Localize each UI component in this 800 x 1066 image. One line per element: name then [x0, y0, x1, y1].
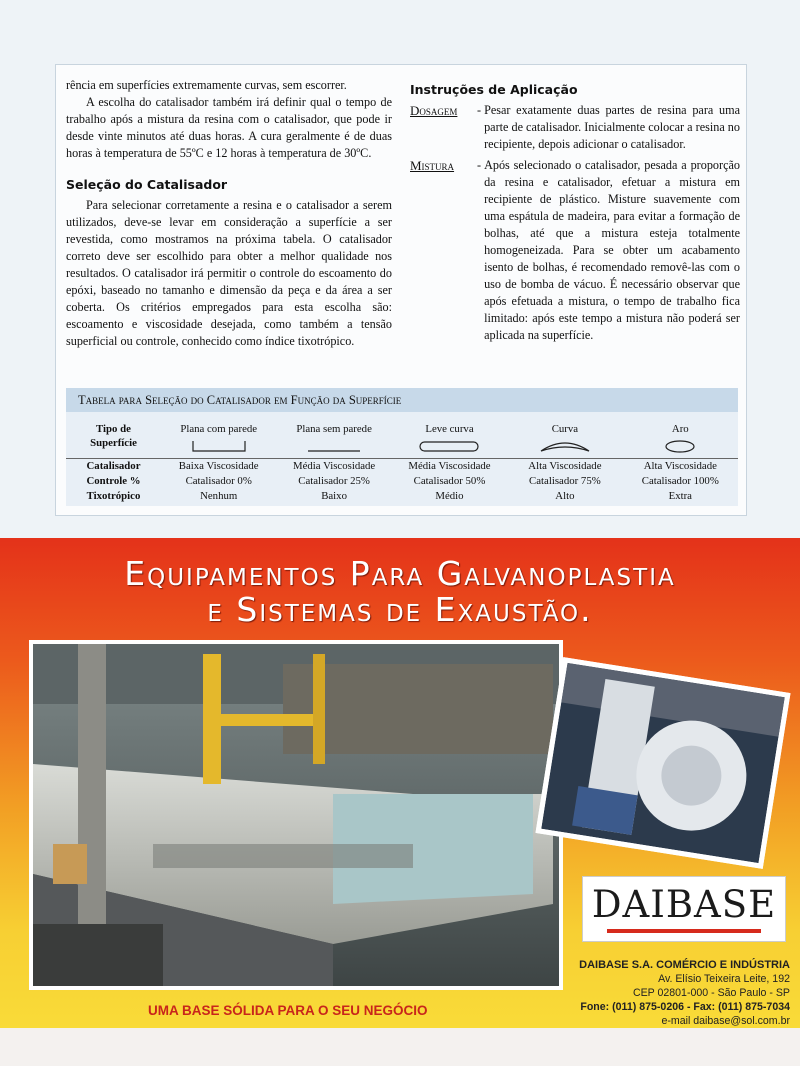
catalyst-table [66, 388, 738, 506]
table-cell: Alto [555, 490, 575, 502]
table-cell: Médio [435, 490, 464, 502]
wall-shape-icon [189, 439, 249, 453]
galvanoplasty-photo [29, 640, 563, 990]
table-cell: Catalisador 100% [641, 475, 719, 487]
table-row-tixotropico [66, 489, 738, 504]
daibase-logo [582, 876, 786, 942]
table-cell: Nenhum [200, 490, 238, 502]
exhaust-fan-photo [535, 657, 790, 869]
fan-photo-image [541, 663, 785, 863]
article-panel [55, 64, 747, 516]
col-name: Plana com parede [180, 423, 258, 435]
table-cell: Média Viscosidade [292, 460, 376, 472]
table-cell: Catalisador 25% [298, 475, 370, 487]
contact-block [560, 958, 790, 1028]
table-title: Tabela para Seleção do Catalisador em Função da Superfície [66, 388, 738, 412]
curve-shape-icon [537, 439, 593, 453]
instructions-heading: Instruções de Aplicação [410, 82, 578, 97]
company-address: Av. Elísio Teixeira Leite, 192 [658, 973, 790, 985]
company-phone: Fone: (011) 875-0206 - Fax: (011) 875-7034 [580, 1001, 790, 1013]
paragraph-1: rência em superfícies extremamente curvas, sem escorrer. [66, 78, 347, 92]
instruction-mistura [410, 157, 740, 344]
col-name: Leve curva [425, 423, 474, 435]
table-col-header [161, 422, 276, 458]
ad-tagline: UMA BASE SÓLIDA PARA O SEU NEGÓCIO [148, 1003, 428, 1018]
photo-credit [772, 738, 782, 878]
logo-underline [607, 929, 761, 933]
left-column [66, 77, 392, 350]
page-footer-margin [0, 1028, 800, 1066]
instruction-term: Mistura [410, 158, 455, 173]
table-cell: Alta Viscosidade [643, 460, 717, 472]
row-label: Catalisador [86, 460, 141, 472]
table-header-row [66, 422, 738, 459]
logo-text: DAIBASE [591, 883, 777, 926]
instruction-sep: - [477, 103, 482, 117]
selection-paragraph: Para selecionar corretamente a resina e o catalisador a serem utilizados, deve-se levar em consideração a superfície a ser revestida, como mostramos na próxima tabela. O catalisador correto deve ser escolhido para obter a melhor qualidade nos resultados. O catalisador irá permitir o controle do escoamento do epóxi, baseado no tamanho e dimensão da peça e da área a ser coberta. Os critérios empregados para esta escolha são: escoamento e viscosidade desejada, como também a tensão superficial ou controle, conhecido como índice tixotrópico. [66, 198, 392, 348]
table-cell: Baixa Viscosidade [178, 460, 259, 472]
col-name: Aro [671, 423, 689, 435]
slight-curve-shape-icon [417, 439, 481, 453]
table-cell: Alta Viscosidade [528, 460, 602, 472]
right-column [410, 77, 740, 344]
table-cell: Catalisador 75% [529, 475, 601, 487]
selection-heading: Seleção do Catalisador [66, 177, 228, 192]
table-col-header [392, 422, 507, 458]
col-name: Curva [551, 423, 579, 435]
table-cell: Média Viscosidade [408, 460, 491, 472]
table-cell: Catalisador 50% [413, 475, 486, 487]
instruction-text: Pesar exatamente duas partes de resina para uma parte de catalisador. Inicialmente colocar a resina no recipiente, depois adicionar o catalisador. [484, 103, 740, 151]
table-col-header [507, 422, 622, 458]
table-cell: Catalisador 0% [185, 475, 252, 487]
table-col-header [276, 422, 391, 458]
table-row-catalisador [66, 459, 738, 474]
company-email: e-mail daibase@sol.com.br [661, 1015, 790, 1027]
instruction-text: Após selecionado o catalisador, pesada a proporção da resina e catalisador, efetuar a mistura em recipiente de plástico. Misture suavemente com uma espátula de madeira, para evitar a formação de bolhas, até que a mistura esteja totalmente homogeneizada. Para se obter um acabamento isento de bolhas, é recomendado removê-las com o uso de bomba de vácuo. É necessário observar que após efetuada a mistura, o tempo de trabalho fica limitado: após este tempo a mistura não poderá ser aplicada na superfície. [484, 158, 740, 342]
col-name: Plana sem parede [296, 423, 372, 435]
row-label: Tixotrópico [86, 490, 141, 502]
table-row-controle [66, 474, 738, 489]
advertisement [0, 538, 800, 1028]
paragraph-2: A escolha do catalisador também irá definir qual o tempo de trabalho após a mistura da resina com o catalisador, que pode ir desde vinte minutos até duas horas. A cura geralmente é de duas horas à temperatura de 55ºC e 12 horas à temperatura de 30ºC. [66, 95, 392, 160]
instruction-term: Dosagem [410, 103, 458, 118]
ring-shape-icon [660, 439, 700, 453]
instruction-dosagem [410, 102, 740, 153]
ad-title-line2: e Sistemas de Exaustão. [207, 590, 593, 629]
flat-shape-icon [304, 439, 364, 453]
company-name: DAIBASE S.A. COMÉRCIO E INDÚSTRIA [579, 959, 790, 971]
table-grid [66, 422, 738, 504]
table-cell: Extra [668, 490, 692, 502]
instruction-sep: - [477, 158, 482, 172]
row-label: Controle % [86, 475, 141, 487]
factory-photo-image [33, 644, 559, 986]
ad-title-line1: Equipamentos Para Galvanoplastia [124, 554, 676, 593]
table-col-header [623, 422, 738, 458]
table-header-label: Tipo de Superfície [90, 423, 137, 449]
table-cell: Baixo [321, 490, 347, 502]
company-cep: CEP 02801-000 - São Paulo - SP [632, 987, 790, 999]
